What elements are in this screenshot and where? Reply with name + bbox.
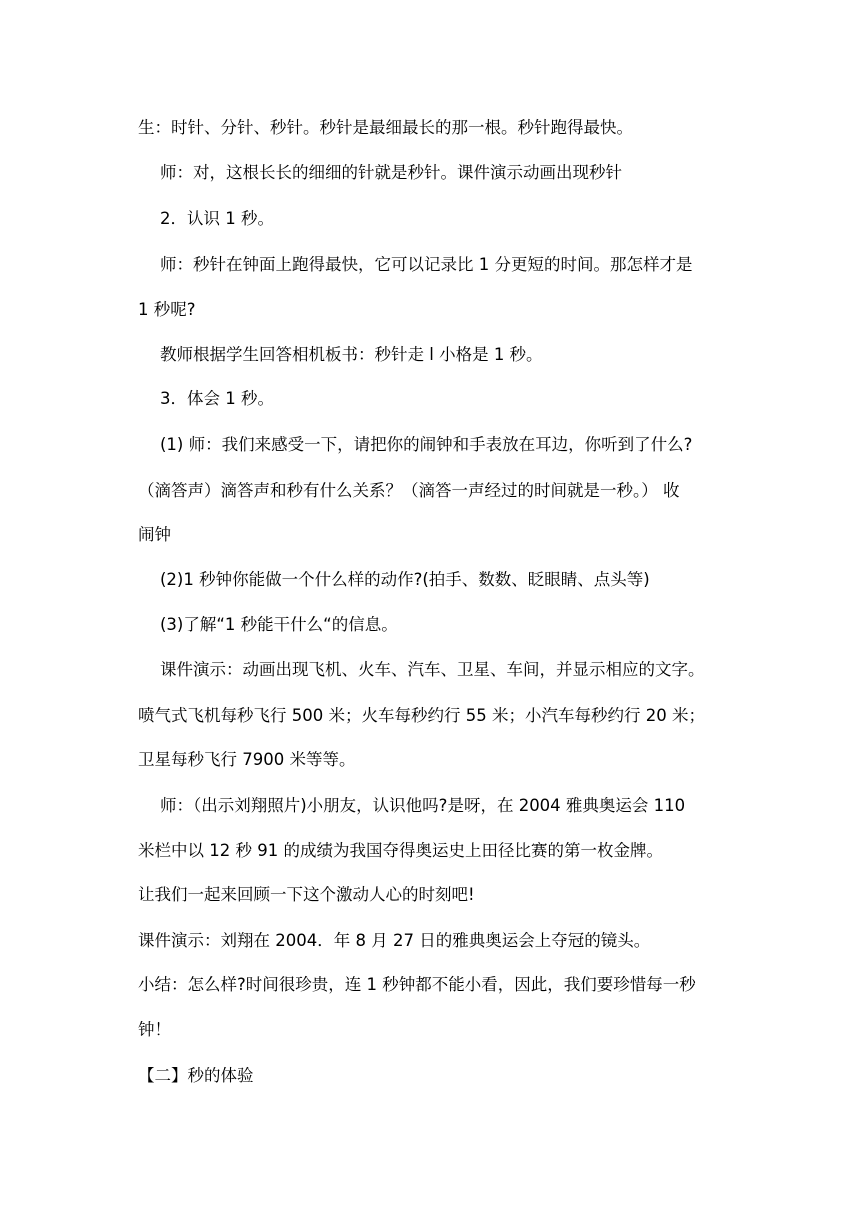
- text-line: (2)1 秒钟你能做一个什么样的动作?(拍手、数数、眨眼睛、点头等): [160, 570, 650, 589]
- text-line: 米栏中以 12 秒 91 的成绩为我国夺得奥运史上田径比赛的第一枚金牌。: [138, 841, 663, 860]
- text-line: 3．体会 1 秒。: [160, 389, 274, 408]
- text-line: (3)了解“1 秒能干什么“的信息。: [160, 615, 398, 634]
- text-line: 喷气式飞机每秒飞行 500 米；火车每秒约行 55 米；小汽车每秒约行 20 米；: [138, 706, 705, 725]
- text-line: 2．认识 1 秒。: [160, 209, 274, 228]
- text-line: 生：时针、分针、秒针。秒针是最细最长的那一根。秒针跑得最快。: [138, 118, 633, 137]
- text-line: 卫星每秒飞行 7900 米等等。: [138, 750, 356, 769]
- text-line: 小结：怎么样?时间很珍贵，连 1 秒钟都不能小看，因此，我们要珍惜每一秒: [138, 975, 696, 994]
- text-line: 师：秒针在钟面上跑得最快，它可以记录比 1 分更短的时间。那怎样才是: [160, 255, 693, 274]
- text-line: 师：（出示刘翔照片)小朋友，认识他吗?是呀，在 2004 雅典奥运会 110: [160, 796, 686, 815]
- text-line: 1 秒呢?: [138, 300, 196, 319]
- text-line: 让我们一起来回顾一下这个激动人心的时刻吧!: [138, 885, 475, 904]
- text-line: 闹钟: [138, 525, 171, 544]
- text-line: 师：对，这根长长的细细的针就是秒针。课件演示动画出现秒针: [160, 163, 622, 182]
- section-heading: 【二】秒的体验: [138, 1066, 254, 1085]
- text-line: 课件演示：刘翔在 2004．年 8 月 27 日的雅典奥运会上夺冠的镜头。: [138, 931, 651, 950]
- text-line: 钟！: [138, 1020, 171, 1039]
- text-line: (1) 师：我们来感受一下，请把你的闹钟和手表放在耳边，你听到了什么?: [160, 435, 693, 454]
- text-line: 课件演示：动画出现飞机、火车、汽车、卫星、车间，并显示相应的文字。: [160, 660, 705, 679]
- text-line: 教师根据学生回答相机板书：秒针走 l 小格是 1 秒。: [160, 345, 543, 364]
- text-line: （滴答声）滴答声和秒有什么关系？（滴答一声经过的时间就是一秒。） 收: [138, 481, 680, 500]
